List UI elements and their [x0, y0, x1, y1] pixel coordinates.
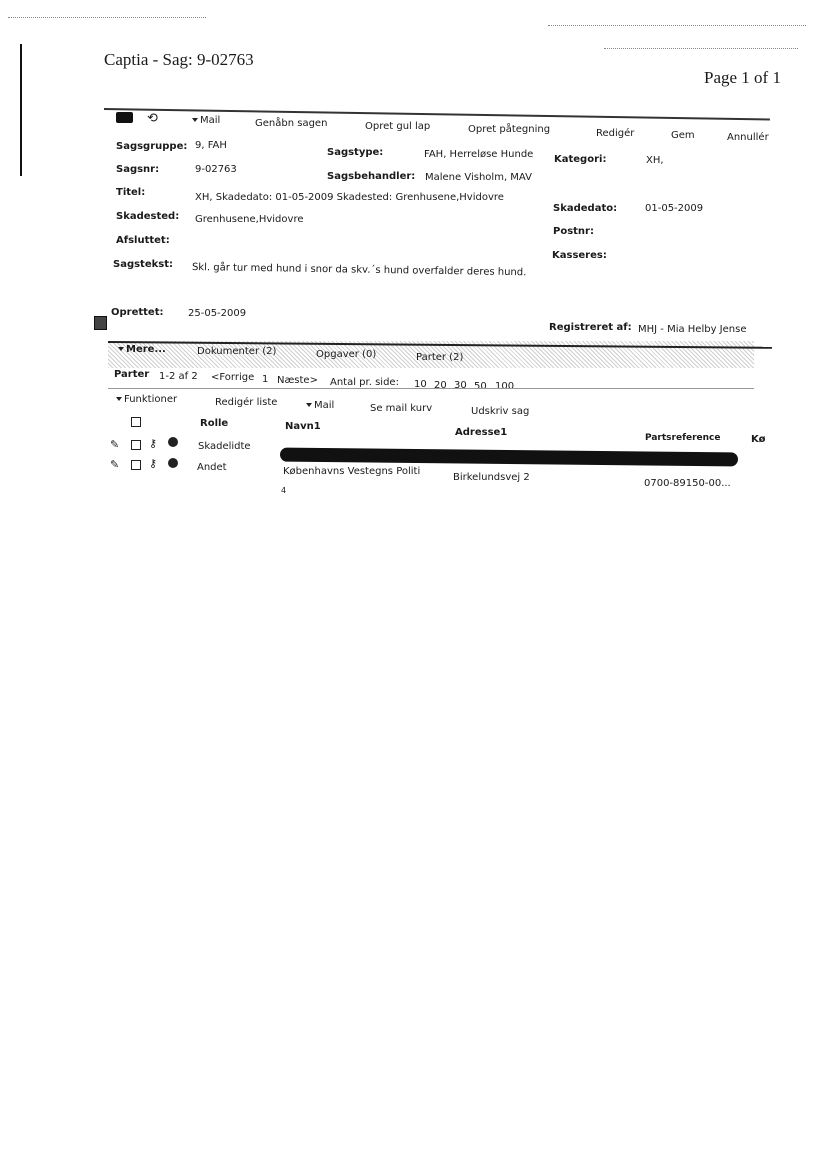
annotation-button[interactable]: Opret påtegning — [468, 124, 551, 135]
row-checkbox[interactable] — [131, 440, 141, 450]
registreret-label: Registreret af: — [549, 322, 632, 333]
tab-parties[interactable]: Parter (2) — [416, 352, 464, 363]
sagsbehandler-label: Sagsbehandler: — [327, 171, 416, 182]
pager-page-link[interactable]: 1 — [262, 374, 269, 385]
save-button[interactable]: Gem — [671, 130, 695, 141]
titel-label: Titel: — [116, 187, 146, 198]
reopen-case-button[interactable]: Genåbn sagen — [255, 118, 328, 129]
folder-icon[interactable] — [116, 112, 133, 123]
skadested-value: Grenhusene,Hvidovre — [195, 214, 304, 225]
kategori-value: XH, — [646, 155, 664, 166]
refresh-icon[interactable]: ⟲ — [147, 111, 158, 126]
page-title: Captia - Sag: 9-02763 — [104, 50, 254, 69]
row-adresse: Birkelundsvej 2 — [453, 472, 530, 483]
key-icon[interactable]: ⚷ — [149, 437, 158, 450]
per-page-100[interactable]: 100 — [495, 381, 515, 392]
column-header-rolle[interactable]: Rolle — [200, 418, 229, 429]
pager-prev-link[interactable]: <Forrige — [211, 372, 255, 383]
table-footnote: 4 — [281, 486, 287, 495]
redaction-bar — [280, 448, 738, 467]
sagsgruppe-label: Sagsgruppe: — [116, 141, 188, 152]
tab-tasks[interactable]: Opgaver (0) — [316, 349, 377, 360]
afsluttet-label: Afsluttet: — [116, 235, 170, 246]
column-header-partsreference[interactable]: Partsreference — [645, 433, 721, 443]
pager-range: 1-2 af 2 — [159, 371, 198, 382]
edit-button[interactable]: Redigér — [596, 128, 635, 139]
mail-menu[interactable] — [192, 115, 220, 126]
oprettet-label: Oprettet: — [111, 307, 164, 318]
chevron-down-icon — [306, 403, 312, 407]
pager-label: Parter — [114, 369, 150, 380]
select-all-checkbox[interactable] — [131, 417, 141, 427]
print-case-button[interactable]: Udskriv sag — [471, 406, 530, 417]
kategori-label: Kategori: — [554, 154, 607, 165]
column-header-adresse[interactable]: Adresse1 — [455, 427, 508, 438]
chevron-down-icon — [192, 118, 198, 122]
scan-edge-mark — [20, 44, 22, 176]
row-navn[interactable]: Københavns Vestegns Politi — [283, 466, 421, 477]
sagsgruppe-value: 9, FAH — [195, 140, 227, 151]
sagsnr-value: 9-02763 — [195, 164, 237, 175]
row-rolle: Skadelidte — [198, 441, 251, 452]
person-icon[interactable] — [168, 437, 178, 447]
skadedato-label: Skadedato: — [553, 203, 618, 214]
registreret-value: MHJ - Mia Helby Jense — [638, 324, 747, 335]
cancel-button[interactable]: Annullér — [727, 132, 769, 143]
page-indicator: Page 1 of 1 — [704, 68, 781, 87]
pager-rule — [108, 388, 754, 389]
sagsnr-label: Sagsnr: — [116, 164, 160, 175]
row-rolle: Andet — [197, 462, 227, 473]
per-page-50[interactable]: 50 — [474, 381, 487, 392]
image-icon — [94, 316, 107, 330]
chevron-down-icon — [116, 397, 122, 401]
per-page-label: Antal pr. side: — [330, 377, 399, 388]
kasseres-label: Kasseres: — [552, 250, 607, 261]
tab-documents[interactable]: Dokumenter (2) — [197, 346, 277, 357]
titel-value: XH, Skadedato: 01-05-2009 Skadested: Grenhusene,Hvidovre — [195, 192, 504, 203]
per-page-20[interactable]: 20 — [434, 380, 447, 391]
sagstekst-value: Skl. går tur med hund i snor da skv.´s hund overfalder deres hund. — [191, 262, 527, 279]
edit-pencil-icon[interactable]: ✎ — [110, 458, 120, 471]
sagstype-label: Sagstype: — [327, 147, 384, 158]
scan-dotted-line — [548, 25, 806, 26]
yellow-note-button[interactable]: Opret gul lap — [365, 121, 431, 132]
mail-basket-button[interactable]: Se mail kurv — [370, 403, 433, 414]
chevron-down-icon — [118, 347, 124, 351]
sagstype-value: FAH, Herreløse Hunde — [424, 149, 534, 160]
sagsbehandler-value: Malene Visholm, MAV — [425, 172, 532, 183]
functions-menu-label: Funktioner — [124, 394, 178, 405]
skadedato-value: 01-05-2009 — [645, 203, 704, 214]
key-icon[interactable]: ⚷ — [149, 457, 158, 470]
person-icon[interactable] — [168, 458, 178, 468]
tab-more-label: Mere... — [126, 344, 166, 355]
row-checkbox[interactable] — [131, 460, 141, 470]
mail-menu-label: Mail — [200, 115, 221, 126]
oprettet-value: 25-05-2009 — [188, 308, 247, 319]
sagstekst-label: Sagstekst: — [113, 259, 174, 270]
parties-mail-label: Mail — [314, 400, 335, 411]
pager-next-link[interactable]: Næste> — [277, 375, 318, 386]
row-partsreference: 0700-89150-00... — [644, 478, 731, 489]
column-header-ko[interactable]: Kø — [751, 434, 766, 445]
per-page-30[interactable]: 30 — [454, 380, 467, 391]
edit-list-button[interactable]: Redigér liste — [215, 397, 278, 408]
postnr-label: Postnr: — [553, 226, 594, 237]
tab-more[interactable] — [118, 344, 166, 355]
scan-dotted-line — [8, 17, 206, 18]
scan-dotted-line — [604, 48, 798, 49]
functions-menu[interactable] — [116, 394, 177, 405]
parties-mail-menu[interactable] — [306, 400, 334, 411]
column-header-navn[interactable]: Navn1 — [285, 421, 321, 432]
skadested-label: Skadested: — [116, 211, 180, 222]
per-page-10[interactable]: 10 — [414, 379, 427, 390]
edit-pencil-icon[interactable]: ✎ — [110, 438, 120, 451]
